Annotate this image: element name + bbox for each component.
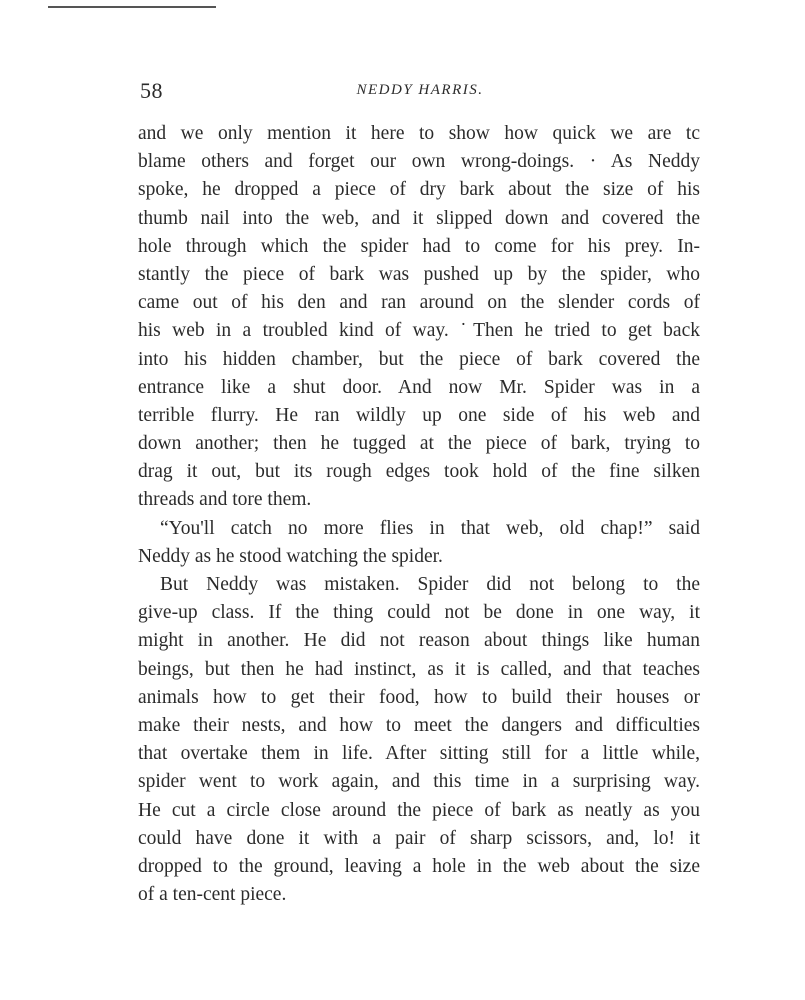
text-line: “You'll catch no more flies in that web, old chap!” said [160,517,700,539]
text-line: beings, but then he had instinct, as it is called, and that teaches [138,658,700,680]
text-line: entrance like a shut door. And now Mr. Spider was in a [138,376,700,398]
text-line: Neddy as he stood watching the spider. [138,545,443,567]
text-line: down another; then he tugged at the piece of bark, trying to [138,433,700,455]
text-line: drag it out, but its rough edges took hold of the fine silken [138,461,700,483]
text-line: spider went to work again, and this time in a surprising way. [138,771,700,793]
running-head [140,78,700,108]
text-line: that overtake them in life. After sitting still for a little while, [138,743,700,765]
body-text [138,120,700,909]
running-title: NEDDY HARRIS. [356,82,484,98]
text-line: might in another. He did not reason about things like human [138,630,700,652]
page-number: 58 [140,78,163,103]
text-line: dropped to the ground, leaving a hole in the web about the size [138,855,700,877]
text-line: hole through which the spider had to come for his prey. In- [138,235,700,257]
text-line: But Neddy was mistaken. Spider did not belong to the [160,574,700,595]
text-line: terrible flurry. He ran wildly up one side of his web and [138,404,700,426]
text-line: into his hidden chamber, but the piece of bark covered the [138,348,700,370]
text-line: threads and tore them. [138,489,312,511]
text-line: thumb nail into the web, and it slipped down and covered the [138,207,700,229]
text-line: He cut a circle close around the piece of bark as neatly as you [138,799,700,821]
text-line: came out of his den and ran around on the slender cords of [138,292,700,314]
top-rule [48,6,216,8]
text-line: of a ten-cent piece. [138,884,287,906]
text-line: give-up class. If the thing could not be done in one way, it [138,602,700,624]
text-line: could have done it with a pair of sharp scissors, and, lo! it [138,827,700,849]
text-line: blame others and forget our own wrong-doings. · As Neddy [138,151,700,173]
text-line: spoke, he dropped a piece of dry bark about the size of his [138,179,700,201]
text-line: make their nests, and how to meet the dangers and difficulties [138,714,700,736]
text-line: his web in a troubled kind of way. ˙Then he tried to get back [138,320,700,342]
text-line: animals how to get their food, how to build their houses or [138,686,700,708]
text-line: and we only mention it here to show how quick we are tc [138,123,700,144]
text-line: stantly the piece of bark was pushed up by the spider, who [138,263,700,285]
